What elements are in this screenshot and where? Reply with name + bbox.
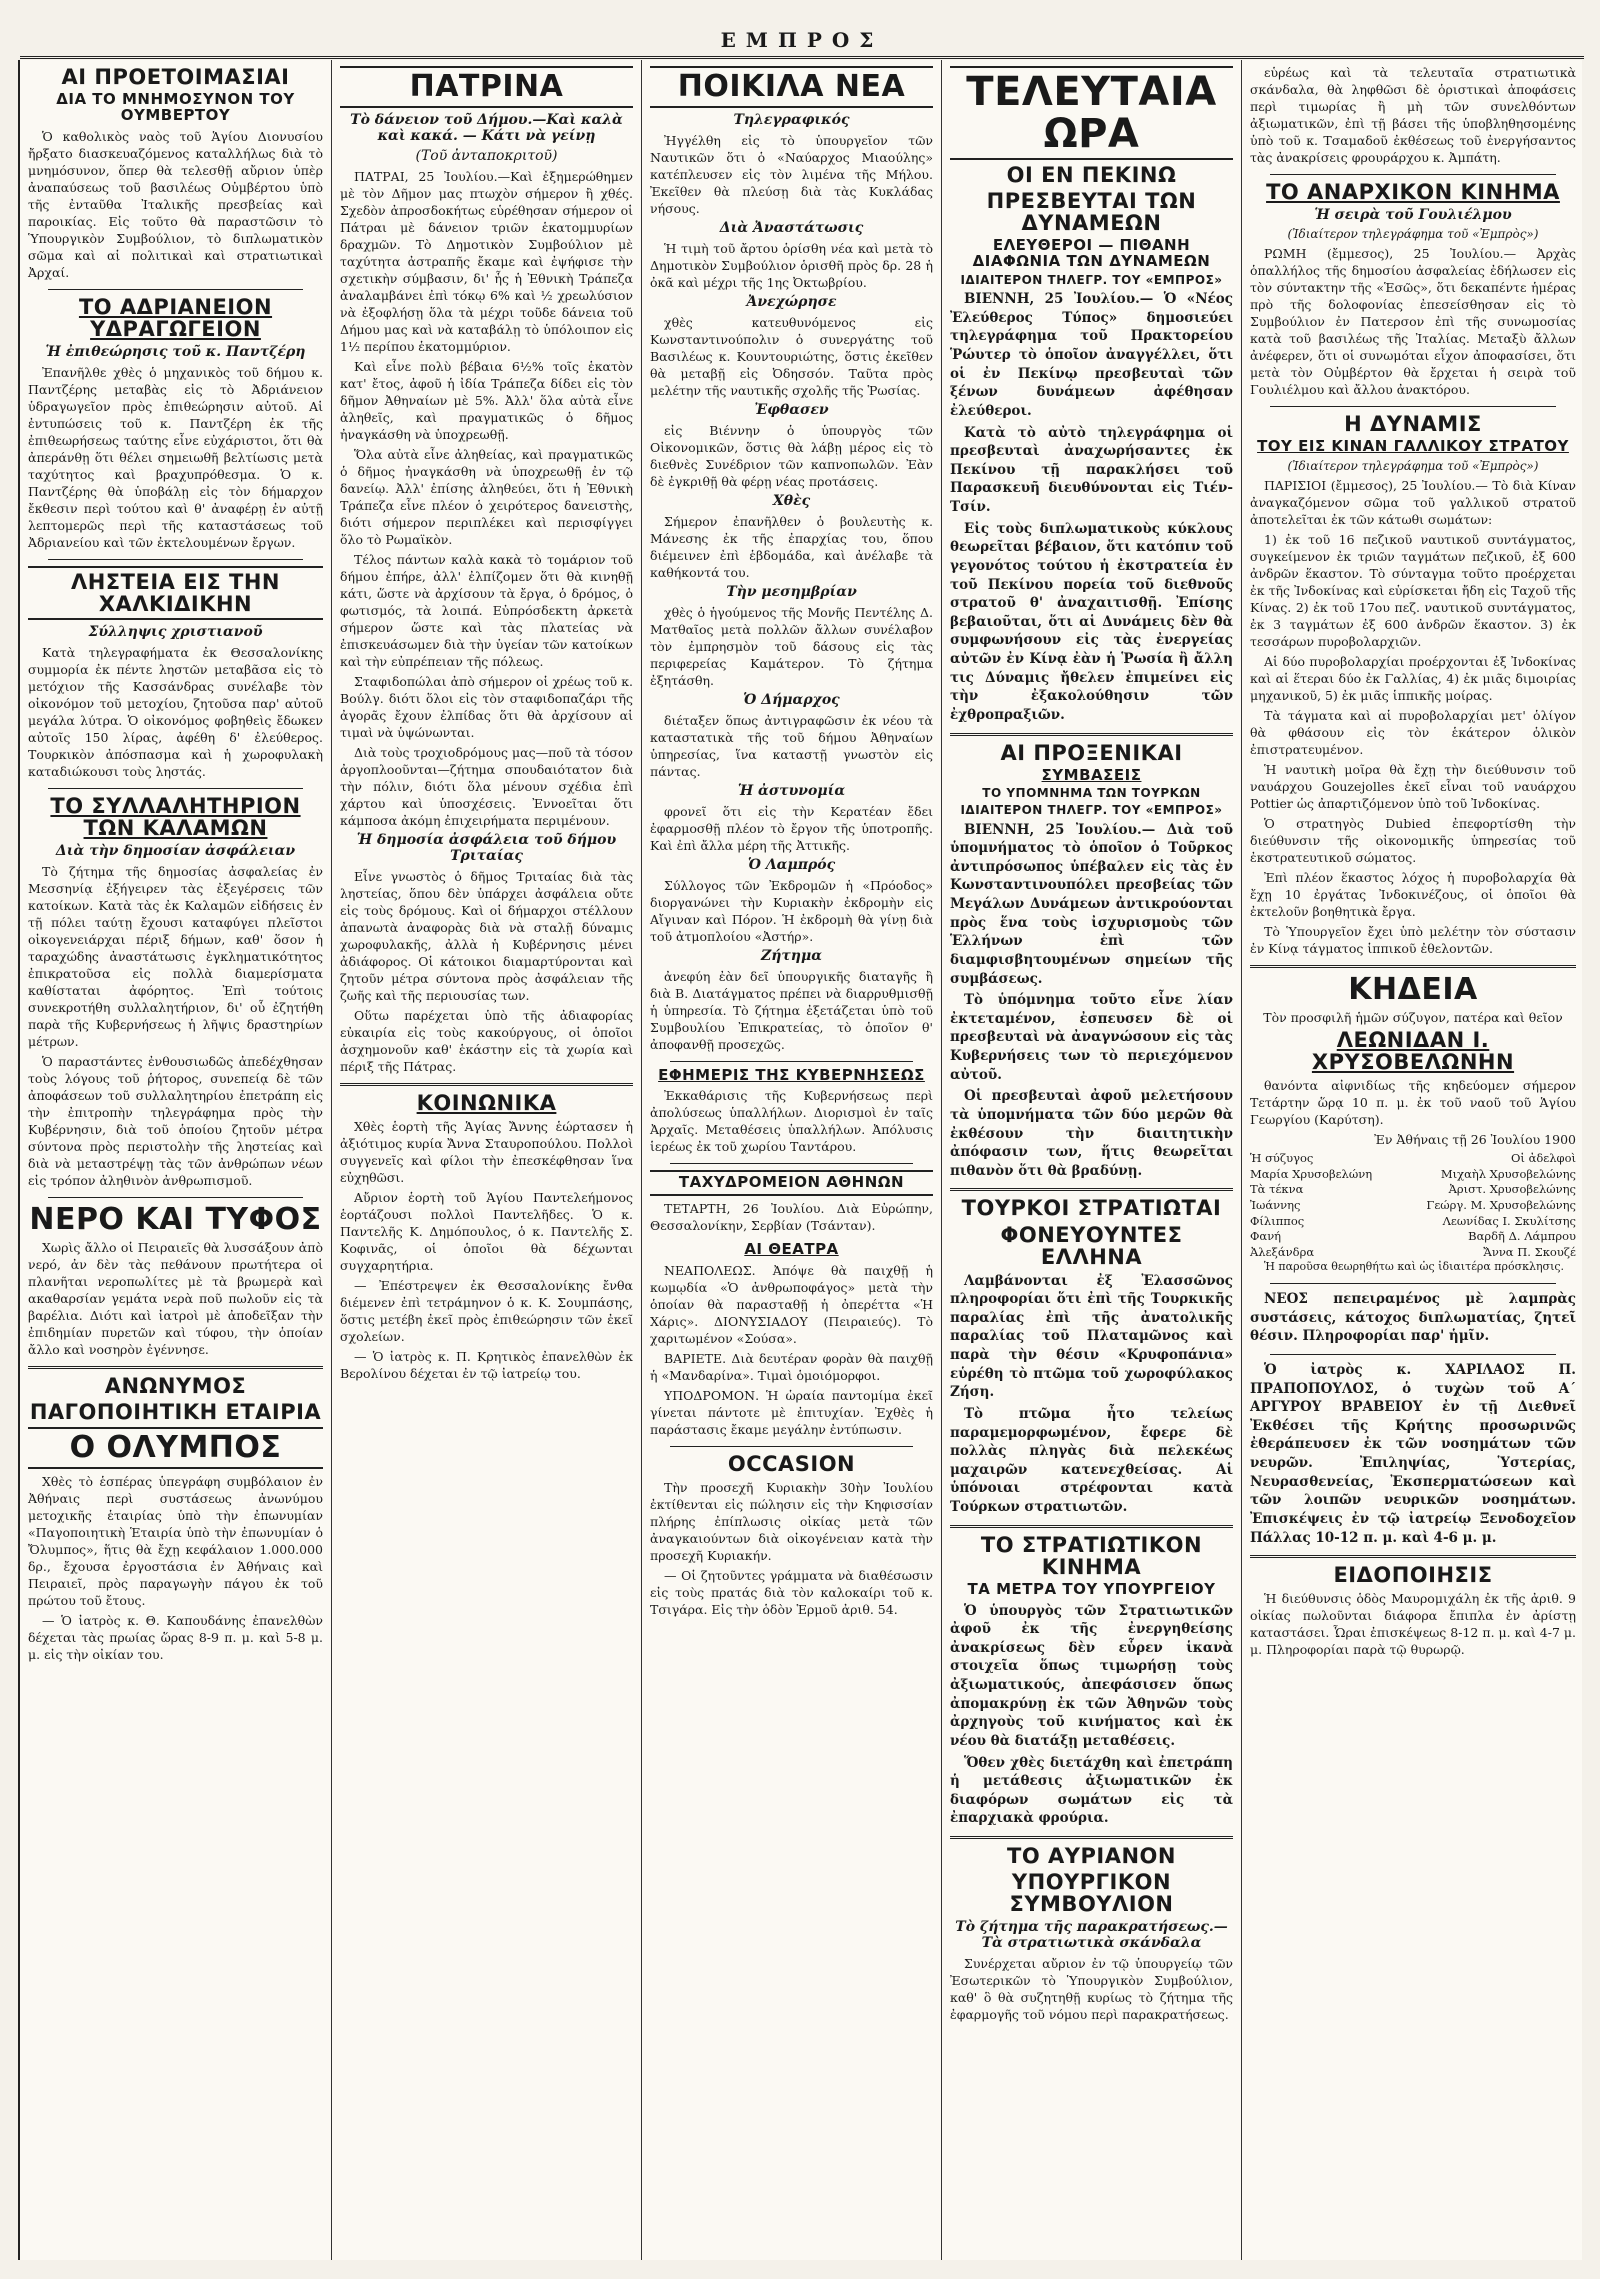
- article-water-typhus: [28, 1201, 323, 1359]
- headline: ΑΙ ΠΡΟΞΕΝΙΚΑΙ: [1000, 740, 1183, 765]
- subheadline: Τὸ ζήτημα τῆς παρακρατήσεως.— Τὰ στρατιωτικὰ σκάνδαλα: [955, 1919, 1228, 1952]
- headline: OCCASION: [727, 1451, 856, 1476]
- article-text: ΠΑΡΙΣΙΟΙ (ἔμμεσος), 25 Ἰουλίου.— Τὸ διὰ Κίναν ἀναγκαζόμενον σῶμα τοῦ γαλλικοῦ στρατοῦ ἀποτελεῖται ἐκ τῶν κάτωθι σωμάτων:: [1250, 477, 1576, 527]
- headline: ΑΝΩΝΥΜΟΣ: [104, 1374, 247, 1399]
- article-text: Τὸ Ὑπουργεῖον ἔχει ὑπὸ μελέτην τὸν σύστασιν ἐν Κίνᾳ τάγματος ἱππικοῦ ἐθελοντῶν.: [1250, 923, 1576, 956]
- headline-sub: ΠΡΕΣΒΕΥΤΑΙ ΤΩΝ ΔΥΝΑΜΕΩΝ: [986, 189, 1197, 236]
- subheadline: Τὸ δάνειον τοῦ Δήμου.—Καὶ καλὰ καὶ κακά. — Κάτι νὰ γείνῃ: [350, 111, 623, 144]
- item-title: Ἡ ἀστυνομία: [737, 782, 846, 799]
- article-memorial: [28, 66, 323, 281]
- article-text: εὑρέως καὶ τὰ τελευταῖα στρατιωτικὰ σκάνδαλα, θὰ ληφθῶσι δὲ ὁριστικαὶ ἀποφάσεις περὶ τιμωρίας ἢ μὴ τῶν συνελθόντων ἀξιωματικῶν, ἐπὶ τῇ βάσει τῆς ὑποβληθησομένης ὑπὸ τοῦ κ. Τσαμαδοῦ ἐκθέσεως τοῦ ἐνεργήσαντος τὰς ἀνακρίσεις φρουράρχου κ. Ἀμπάτη.: [1250, 65, 1576, 165]
- divider: [1270, 174, 1556, 175]
- divider: [950, 1525, 1233, 1528]
- headline: ΑΙ ΘΕΑΤΡΑ: [744, 1240, 839, 1258]
- article-text: Ὁ παραστάντες ἐνθουσιωδῶς ἀπεδέχθησαν τοὺς λόγους τοῦ ῥήτορος, συνεπείᾳ δὲ τῶν ἀποφάσεων τοῦ συλλαλητηρίου ἐπετράπη εἰς τὴν ἐπιτροπὴν τηλεγράφημα πρὸς τὴν Κυβέρνησιν, διὰ τοῦ ὁποίου ζητοῦν μέτρα σύντονα πρὸς περιστολὴν τῆς ληστείας καὶ διὰ νὰ μεταστρέψῃ τὰς τῶν ἀνθρώπων νέων εἰς τρόπον ἀληθινὸν ἀνθρωπισμοῦ.: [28, 1053, 323, 1188]
- article-theatres: [650, 1242, 933, 1438]
- item-title: Διὰ Ἀναστάτωσις: [719, 219, 864, 236]
- subheadline: Διὰ τὴν δημοσίαν ἀσφάλειαν: [55, 842, 296, 859]
- article-text: Οἱ πρεσβευταὶ ἀφοῦ μελετήσουν τὰ ὑπομνήματα τῶν δύο μερῶν θὰ ἐκθέσουν τὴν διαιτητικὴν ἀπόφασιν των, ἥτις θεωρεῖται πιθανὸν ὅτι θὰ βραδύνῃ.: [950, 1088, 1233, 1179]
- subheadline: ΕΛΕΥΘΕΡΟΙ — ΠΙΘΑΝΗ ΔΙΑΦΩΝΙΑ ΤΩΝ ΔΥΝΑΜΕΩΝ: [972, 236, 1211, 270]
- notice-ad: [1250, 1564, 1576, 1658]
- article-last-hour: [950, 66, 1233, 725]
- subheadline: Ἡ δημοσία ἀσφάλεια τοῦ δήμου Τριταίας: [356, 831, 617, 864]
- article-text: Τέλος πάντων καλὰ κακὰ τὸ τομάριον τοῦ δήμου ἐπήρε, ἀλλ' ἐλπίζομεν ὅτι θὰ κινηθῇ κάτι, ὥστε νὰ ἀρχίσουν τὰ ἔργα, ὁ δρόμος, ὁ φωτισμός, τὰ λοιπά. Εὐπρόσδεκτη ἀρκετὰ σήμερον ὥστε καὶ τὰς πλατείας νὰ ἐπισκευάσωμεν διὰ τὴν ὑγείαν τῶν κατοίκων καὶ τὴν εὐπρέπειαν τῆς πόλεως.: [340, 551, 633, 669]
- article-text: Κατὰ τὸ αὐτὸ τηλεγράφημα οἱ πρεσβευταὶ ἀναχωρήσαντες ἐκ Πεκίνου τῇ παρακλήσει τοῦ Παρασκευῆ διευθύνονται εἰς Τιέν-Τσίν.: [950, 424, 1233, 516]
- headline-sub: ΣΥΜΒΑΣΕΙΣ: [1041, 765, 1142, 784]
- masthead: [20, 8, 1584, 59]
- doctor-ad: [1250, 1361, 1576, 1547]
- headline: ΤΟ ΑΥΡΙΑΝΟΝ: [1007, 1844, 1176, 1869]
- headline: ΤΟ ΣΥΛΛΑΛΗΤΗΡΙΟΝ ΤΩΝ ΚΑΛΑΜΩΝ: [50, 793, 301, 840]
- headline-sub: ΔΙΑ ΤΟ ΜΝΗΜΟΣΥΝΟΝ ΤΟΥ ΟΥΜΒΕΡΤΟΥ: [56, 90, 295, 124]
- article-consular: [950, 742, 1233, 1181]
- newspaper-name: ΕΜΠΡΟΣ: [720, 28, 884, 52]
- article-kalamata-rally: [28, 795, 323, 1189]
- mourner: Οἱ ἀδελφοὶ: [1510, 1151, 1576, 1166]
- headline: ΕΦΗΜΕΡΙΣ ΤΗΣ ΚΥΒΕΡΝΗΣΕΩΣ: [658, 1065, 925, 1084]
- mourner: Φανή: [1250, 1229, 1282, 1244]
- subheadline: Σύλληψις χριστιανοῦ: [88, 623, 263, 640]
- headline: ΝΕΡΟ ΚΑΙ ΤΥΦΟΣ: [29, 1201, 322, 1237]
- article-text: χθὲς κατευθυνόμενος εἰς Κωνσταντινούπολιν ὁ συνεργάτης τοῦ Βασιλέως κ. Κουντουριώτης, ὅστις ἐκεῖθεν θὰ μεταβῇ εἰς Ὀδησσόν. Ταῦτα πρὸς μελέτην τῆς ναυτικῆς σχολῆς τῆς Ῥωσίας.: [650, 314, 933, 398]
- classified-text: ΝΕΟΣ πεπειραμένος μὲ λαμπρὰς συστάσεις, κάτοχος διπλωματίας, ζητεῖ θέσιν. Πληροφορίαι παρ' ἡμῖν.: [1250, 1291, 1576, 1345]
- item-title: Τηλεγραφικός: [733, 111, 850, 128]
- mourner: Ἰωάννης: [1250, 1197, 1301, 1212]
- article-text: Ἡ τιμὴ τοῦ ἄρτου ὁρίσθη νέα καὶ μετὰ τὸ Δημοτικὸν Συμβούλιον ὁρισθῆ πρὸς δρ. 28 ἡ ὀκᾶ καὶ μέχρι τῆς 1ης Ὀκτωβρίου.: [650, 240, 933, 290]
- headline: ΤΑΧΥΔΡΟΜΕΙΟΝ ΑΘΗΝΩΝ: [650, 1170, 933, 1196]
- mourners-row: [1250, 1245, 1576, 1261]
- article-text: ΒΙΕΝΝΗ, 25 Ἰουλίου.— Ὁ «Νέος Ἐλεύθερος Τύπος» δημοσιεύει τηλεγράφημα τοῦ Πρακτορείου Ῥώυτερ τὸ ὁποῖον ἀναγγέλλει, ὅτι οἱ ἐν Πεκίνῳ πρεσβευταὶ τῶν ξένων δυνάμεων ἀφέθησαν ἐλεύθεροι.: [950, 291, 1233, 419]
- divider: [670, 1163, 913, 1164]
- column-4: [942, 60, 1242, 2260]
- article-turkish-soldiers: [950, 1197, 1233, 1516]
- headline: ΤΟΥΡΚΟΙ ΣΤΡΑΤΙΩΤΑΙ: [961, 1196, 1222, 1221]
- article-text: Ὁ καθολικὸς ναὸς τοῦ Ἁγίου Διονυσίου ἤρξατο διασκευαζόμενος καταλλήλως διὰ τὸ μνημόσυνον, ὅπερ θὰ τελεσθῇ αὔριον ὑπὲρ ἀναπαύσεως τοῦ βασιλέως Οὐμβέρτου ὑπὸ τῆς ἐνταῦθα Ἰταλικῆς πρεσβείας καὶ παροικίας. Εἰς τοῦτο θὰ παραστῶσιν τὸ Ὑπουργικὸν Συμβούλιον, τὸ διπλωματικὸν σῶμα καὶ αἱ πολιτικαὶ καὶ στρατιωτικαὶ Ἀρχαί.: [28, 128, 323, 280]
- divider: [670, 1061, 913, 1062]
- column-3: [642, 60, 942, 2260]
- article-anarchist: [1250, 181, 1576, 398]
- article-text: χθὲς ὁ ἡγούμενος τῆς Μονῆς Πεντέλης Δ. Ματθαῖος μετὰ πολλῶν ἄλλων συνέλαβον τὸν ἐμπρησμὸν τοῦ δάσους εἰς τὰς περιφερείας Καμάτερον. Τὸ ζήτημα ἐξητάσθη.: [650, 604, 933, 688]
- article-patras: [340, 66, 633, 1075]
- divider: [48, 788, 303, 789]
- article-text: Ὁ στρατηγὸς Dubied ἐπεφορτίσθη τὴν διεύθυνσιν τῆς οἰκονομικῆς ὑπηρεσίας τοῦ ἐκστρατευτικοῦ σώματος.: [1250, 815, 1576, 865]
- subheadline: ΤΟ ΥΠΟΜΝΗΜΑ ΤΩΝ ΤΟΥΡΚΩΝ: [982, 786, 1201, 801]
- mourners-row: [1250, 1151, 1576, 1167]
- article-text: Ἡ ναυτικὴ μοῖρα θὰ ἔχῃ τὴν διεύθυνσιν τοῦ ναυάρχου Gouzejolles ἐκεῖ εἶναι τοῦ ναυάρχου Pottier ὡς ἀπαρτιζόμενον ὑπὸ τοῦ Ἰνδοκίνας.: [1250, 761, 1576, 811]
- headline: ΟΙ ΕΝ ΠΕΚΙΝΩ: [1006, 163, 1177, 187]
- article-text: Εἰς τοὺς διπλωματικοὺς κύκλους θεωρεῖται βέβαιον, ὅτι κατόπιν τοῦ γεγονότος τούτου ἡ ἐκστρατεία ἐν τοῦ Πεκίνου πορεία τοῦ διεθνοῦς στρατοῦ θ' ἀναχαιτισθῇ. Ἐπίσης βεβαιοῦται, ὅτι αἱ Δυνάμεις δὲν θὰ συμφωνήσουν εἰς τὰς ἐνεργείας αὐτῶν ἐν Κίνᾳ ἐὰν ἡ Ῥωσία ἢ ἄλλη τις Δύναμις ἤθελεν ἐπιμείνει εἰς τὴν ἐξακολούθησιν τῶν ἐχθροπραξιῶν.: [950, 520, 1233, 723]
- article-text: Οὕτω παρέχεται ὑπὸ τῆς ἀδιαφορίας εὐκαιρία εἰς τοὺς κακούργους, οἱ ὁποῖοι ἀσχημονοῦν καθ' ἑκάστην εἰς τὰ χωρία καὶ πέριξ τῆς Πάτρας.: [340, 1007, 633, 1074]
- article-text: Λαμβάνονται ἐξ Ἐλασσῶνος πληροφορίαι ὅτι ἐπὶ τῆς Τουρκικῆς παραλίας ἐπὶ τῆς ἀνατολικῆς παραλίας τοῦ Πλαταμῶνος καὶ παρὰ τὴν θέσιν «Κρυφοπάνια» εὑρέθη τὸ πτῶμα τοῦ χωροφύλακος Ζήση.: [950, 1272, 1233, 1401]
- mourner: Ἄννα Π. Σκουζέ: [1483, 1244, 1576, 1259]
- article-text: ΠΑΤΡΑΙ, 25 Ἰουλίου.—Καὶ ἐξημερώθημεν μὲ τὸν Δῆμον μας πτωχὸν σήμερον ἢ χθές. Σχεδὸν ἀπροσδοκήτως εὑρέθησαν σήμερον οἱ Πάτραι μὲ δάνειον τριῶν ἑκατομμυρίων δραχμῶν. Τὸ Δημοτικὸν Συμβούλιον μὲ ταχύτητα ἀστραπῆς ἔκαμε καὶ ἐψήφισε τὴν σχετικὴν σύμβασιν, δι' ἧς ἡ Ἐθνικὴ Τράπεζα ἀναλαμβάνει ἐπὶ τόκῳ 6% καὶ ½ χρεωλύσιον νὰ ἐξοφλήσῃ ὅλα τὰ μέχρι τοῦδε δάνεια τοῦ Δήμου μας καὶ νὰ καταβάλῃ τὸ ὑπόλοιπον εἰς 1½ περίπου ἑκατομμύριον.: [340, 168, 633, 354]
- article-cabinet-council: [950, 1845, 1233, 2023]
- article-text: εἰς Βιέννην ὁ ὑπουργὸς τῶν Οἰκονομικῶν, ὅστις θὰ λάβῃ μέρος εἰς τὸ διεθνὲς Συνέδριον τῶν καπνοπωλῶν. Ἐὰν δὲ ἐγκριθῇ θὰ φέρῃ νέας προτάσεις.: [650, 422, 933, 489]
- telegram-label: (Ἰδιαίτερον τηλεγράφημα τοῦ «Ἐμπρὸς»): [1287, 227, 1539, 242]
- divider: [1270, 1283, 1556, 1284]
- divider: [28, 1366, 323, 1369]
- notice-text: Ἡ παροῦσα θεωρηθήτω καὶ ὡς ἰδιαιτέρα πρόσκλησις.: [1264, 1260, 1565, 1274]
- article-text: Ἠγγέλθη εἰς τὸ ὑπουργεῖον τῶν Ναυτικῶν ὅτι ὁ «Ναύαρχος Μιαούλης» κατέπλευσεν εἰς τὸν λιμένα τῆς Μήλου. Ἐκεῖθεν θὰ πλεύσῃ διὰ τὰς Κυκλάδας νήσους.: [650, 132, 933, 216]
- mourner: Γεώργ. Μ. Χρυσοβελώνης: [1426, 1197, 1576, 1212]
- article-text: Σύλλογος τῶν Ἐκδρομῶν ἡ «Πρόοδος» διοργανώνει τὴν Κυριακὴν ἐκδρομὴν εἰς Αἴγιναν καὶ Πόρον. Ἡ ἐκδρομὴ θὰ γίνῃ διὰ τοῦ ἀτμοπλοίου «Ἀστήρ».: [650, 877, 933, 944]
- headline: ΤΟ ΣΤΡΑΤΙΩΤΙΚΟΝ ΚΙΝΗΜΑ: [980, 1532, 1203, 1579]
- mourner: Ἀριστ. Χρυσοβελώνης: [1448, 1182, 1576, 1197]
- item-title: Ἐφθασεν: [754, 401, 829, 418]
- article-french-force: [1250, 413, 1576, 957]
- article-banditry: [28, 566, 323, 780]
- article-gazette: [650, 1065, 933, 1156]
- item-title: Ἀνεχώρησε: [746, 293, 837, 310]
- divider: [950, 733, 1233, 736]
- mourner: Ἡ σύζυγος: [1250, 1151, 1314, 1166]
- mourner: Μαρία Χρυσοβελώνη: [1250, 1166, 1373, 1181]
- article-text: 1) ἐκ τοῦ 16 πεζικοῦ ναυτικοῦ συντάγματος, συγκείμενον ἐκ τριῶν ταγμάτων πεζικοῦ, ἐξ 600 ἀνδρῶν ἕκαστον. Τὸ σύνταγμα τοῦτο προέρχεται ἐκ τῆς Ἰνδοκίνας καὶ εὑρίσκεται ἤδη εἰς Ταχοῦ τῆς Κίνας. 2) ἐκ τοῦ 17ου πεζ. ναυτικοῦ συντάγματος, ἐκ 3 ταγμάτων ἐξ 600 ἀνδρῶν ἕκαστον. 3) ἐκ τεσσάρων πυροβολαρχιῶν.: [1250, 531, 1576, 649]
- item-title: Ζήτημα: [760, 947, 823, 964]
- article-text: Εἶνε γνωστὸς ὁ δῆμος Τριταίας διὰ τὰς ληστείας, ὅπου δὲν ὑπάρχει ἀσφάλεια οὔτε εἰς τοὺς δρόμους. Καὶ οἱ δήμαρχοι στέλλουν ἀπανωτὰ ἀναφορὰς διὰ νὰ σταλῇ δύναμις χωροφυλακῆς, ἀλλὰ ἡ Κυβέρνησις μένει ἀδιάφορος. Οἱ κάτοικοι διαμαρτύρονται καὶ ζητοῦν μέτρα σύντονα πρὸς ἀσφάλειαν τῆς ζωῆς καὶ τῆς περιουσίας των.: [340, 868, 633, 1003]
- headline: ΤΟ ΑΝΑΡΧΙΚΟΝ ΚΙΝΗΜΑ: [1266, 180, 1560, 204]
- headline: ΚΗΔΕΙΑ: [1348, 971, 1478, 1007]
- divider: [340, 1083, 633, 1086]
- article-text: Κατὰ τηλεγραφήματα ἐκ Θεσσαλονίκης συμμορία ἐκ πέντε ληστῶν μεταβᾶσα εἰς τὸ μετόχιον τῆς Κασσάνδρας συνέλαβε τὸν οἰκονόμον τοῦ μετοχίου, ζητοῦσα παρ' αὐτοῦ μεγάλα λύτρα. Ὁ οἰκονόμος φοβηθεὶς ἔδωκεν αὐτοῖς 150 λίρας, ἀφέθη δ' ἐλεύθερος. Τουρκικὸν ἀπόσπασμα καὶ ἡ χωροφυλακὴ καταδιώκουσι τοὺς ληστάς.: [28, 644, 323, 779]
- mourner: Λεωνίδας Ι. Σκυλίτσης: [1442, 1213, 1576, 1228]
- article-olympos-company: [28, 1375, 323, 1663]
- article-social: [340, 1092, 633, 1382]
- mourners-row: [1250, 1229, 1576, 1245]
- article-text: — Ὁ ἰατρὸς κ. Π. Κρητικὸς ἐπανελθὼν ἐκ Βερολίνου δέχεται ἐν τῷ ἰατρείῳ του.: [340, 1348, 633, 1381]
- byline: (Τοῦ ἀνταποκριτοῦ): [415, 147, 558, 164]
- article-text: διέταξεν ὅπως ἀντιγραφῶσιν ἐκ νέου τὰ καταστατικὰ τῆς τοῦ δήμου Ἀθηναίων ὑπηρεσίας, ἵνα καταστῇ γνωστὸν εἰς πάντας.: [650, 712, 933, 779]
- advert-text: Ὁ ἰατρὸς κ. ΧΑΡΙΛΑΟΣ Π. ΠΡΑΠΟΠΟΥΛΟΣ, ὁ τυχὼν τοῦ Α΄ ΑΡΓΥΡΟΥ ΒΡΑΒΕΙΟΥ ἐν τῇ Διεθνεῖ Ἐκθέσει τῆς Κρήτης προσωρινῶς ἐθεράπευσεν ἐκ τῶν νοσημάτων τῶν νευρῶν. Ἐπιληψίας, Ὑστερίας, Νευρασθενείας, Ἐκσπερματώσεων καὶ τῶν λοιπῶν νευρικῶν νοσημάτων. Ἐπισκέψεις ἐν τῷ ἰατρείῳ Ξενοδοχεῖον Πάλλας 10-12 π. μ. καὶ 4-6 μ. μ.: [1250, 1361, 1576, 1546]
- advert-occasion: [650, 1453, 933, 1618]
- article-text: Χθὲς τὸ ἑσπέρας ὑπεγράφη συμβόλαιον ἐν Ἀθήναις περὶ συστάσεως ἀνωνύμου μετοχικῆς ἑταιρίας ὑπὸ τὴν ἐπωνυμίαν «Παγοποιητικὴ Ἑταιρία ὑπὸ τὴν ἐπωνυμίαν ὁ Ὄλυμπος», ἥτις θὰ ἔχῃ κεφάλαιον 1.000.000 δρ., ἔχουσα ἐργοστάσια ἐν Ἀθήναις καὶ Πειραιεῖ, πρὸς παραγωγὴν πάγου ἐκ τοῦ πρώτου τοῦ ἔτους.: [28, 1473, 323, 1608]
- article-text: Ὅλα αὐτὰ εἶνε ἀληθείας, καὶ πραγματικῶς ὁ δῆμος ἠναγκάσθη νὰ ὑποχρεωθῇ ἐν τῷ δανείῳ. Ἀλλ' ἐπίσης ἀληθεύει, ὅτι ἡ Ἐθνικὴ Τράπεζα εἶνε πλέον ὁ χειρότερος δανειστὴς, διότι σήμερον περιπλέκει καὶ περισφίγγει ὅλο τὸ Ρωμαϊκὸν.: [340, 446, 633, 547]
- article-text: Ἐπὶ πλέον ἕκαστος λόχος ἡ πυροβολαρχία θὰ ἔχῃ 10 ἐργάτας Ἰνδοκινέζους, οἱ ὁποῖοι θὰ ἐκτελοῦν βοηθητικὰ ἔργα.: [1250, 869, 1576, 919]
- divider: [1270, 1354, 1556, 1355]
- article-text: ΡΩΜΗ (ἔμμεσος), 25 Ἰουλίου.— Ἀρχὰς ὁπαλλήλος τῆς δημοσίου ἀσφαλείας ἐδήλωσεν εἰς τὸν σύντακτην τῆς «Ἑσῶς», ὅτι δεκαπέντε ἡμέρας πρὸ τῆς δολοφονίας ἐπεσείσθησαν εἰς τὸ Συμβούλιον ἐν Πατερσον ἐπὶ τῆς συνωμοσίας κατὰ τοῦ βασιλέως τῆς Ἰταλίας. Μεταξὺ ἄλλων ἀνέφερεν, ὅτι οἱ συνωμόται εἶχον ἀποφασίσει, ὅτι μετὰ τὸν Οὐμβέρτον θὰ ἔρχεται ἡ σειρὰ τοῦ Γουλιέλμου καὶ ἄλλου ἀνακτόρου.: [1250, 246, 1576, 398]
- article-post-office: [650, 1170, 933, 1234]
- article-text: Τὸ πτῶμα ἦτο τελείως παραμεμορφωμένον, ἔφερε δὲ πολλὰς πληγὰς διὰ πελεκέως μαχαιρῶν κατενεχθείσας. Αἱ ὑπόνοιαι στρέφονται κατὰ Τούρκων στρατιωτῶν.: [950, 1405, 1233, 1516]
- item-title: Τὴν μεσημβρίαν: [726, 583, 857, 600]
- article-text: ΒΙΕΝΝΗ, 25 Ἰουλίου.— Διὰ τοῦ ὑπομνήματος τὸ ὁποῖον ὁ Τοῦρκος ἀντιπρόσωπος ὑπέβαλεν εἰς τὰς ἐν Κωνσταντινουπόλει πρεσβείας τῶν Μεγάλων Δυνάμεων ἀντικρούονται πρὸς ἕνα τοὺς ἰσχυρισμοὺς τῶν Ἑλλήνων ἐπὶ τῶν διαμφισβητουμένων σημείων τῆς συμβάσεως.: [950, 821, 1233, 987]
- article-text: Τὸ ὑπόμνημα τοῦτο εἶνε λίαν ἐκτεταμένον, ἐσπευσεν δὲ οἱ πρεσβευταὶ νὰ ἀναγνώσουν εἰς τὰς Κυβερνήσεις των τὸ περιεχόμενον αὐτοῦ.: [950, 992, 1233, 1083]
- article-text: Ὅθεν χθὲς διετάχθη καὶ ἐπετράπη ἡ μετάθεσις ἀξιωματικῶν ἐκ διαφόρων σωμάτων εἰς τὰ ἐπαρχιακὰ φρούρια.: [950, 1754, 1233, 1827]
- item-title: Ὁ Δήμαρχος: [743, 691, 840, 708]
- notice-text: θανόντα αἰφνιδίως τῆς κηδεύομεν σήμερον Τετάρτην ὥρᾳ 10 π. μ. ἐκ τοῦ ναοῦ τοῦ Ἁγίου Γεωργίου (Καρύτση).: [1250, 1078, 1576, 1128]
- article-text: Ἐπανῆλθε χθὲς ὁ μηχανικὸς τοῦ δήμου κ. Παντζέρης μεταβὰς εἰς τὸ Ἀδριάνειον ὑδραγωγεῖον πρὸς ἐπιθεώρησιν αὐτοῦ. Αἱ ἐντυπώσεις τοῦ κ. Παντζέρη ἐκ τῆς ἐπιθεωρήσεως ταύτης εἶνε εὐχάριστοι, ὅτι θὰ ἀπεράνθῃ ὅτι θέλει σημειωθῆ βελτίωσις μετὰ ταχύτητος καὶ βραχυπρόθεσμα. Ὁ κ. Παντζέρης θὰ ὑποβάλῃ εἰς τὸν δήμαρχον ἔκθεσιν περὶ τούτου καὶ θ' ἀναφέρῃ ἐν αὐτῇ λεπτομερῶς περὶ τῆς καταστάσεως τοῦ Ἀδριανείου καὶ τῶν ἐκτελουμένων ἔργων.: [28, 364, 323, 550]
- article-continuation: [1250, 64, 1576, 166]
- classified-ad: [1250, 1290, 1576, 1346]
- divider: [48, 1197, 303, 1198]
- notice-text: — Ὁ ἰατρὸς κ. Θ. Καπουδάνης ἐπανελθὼν δέχεται τὰς πρωίας ὥρας 8-9 π. μ. καὶ 5-8 μ. μ. εἰς τὴν οἰκίαν του.: [28, 1612, 323, 1662]
- divider: [48, 289, 303, 290]
- headline: ΕΙΔΟΠΟΙΗΣΙΣ: [1333, 1563, 1493, 1588]
- funeral-notice: [1250, 971, 1576, 1275]
- advert-text: Ἡ διεύθυνσις ὁδὸς Μαυρομιχάλη ἐκ τῆς ἀριθ. 9 οἰκίας πωλοῦνται διάφορα ἔπιπλα ἐν ἀρίστῃ καταστάσει. Ὧραι ἐπισκέψεως 8-12 π. μ. καὶ 4-7 μ. μ. Πληροφορίαι παρὰ τῷ θυρωρῷ.: [1250, 1591, 1576, 1658]
- article-text: φρονεῖ ὅτι εἰς τὴν Κερατέαν ἔδει ἐφαρμοσθῇ πλέον τὸ ἔργον τῆς ὑποτροπῆς. Καὶ ἐπὶ ἄλλα μέρη τῆς Ἀττικῆς.: [650, 803, 933, 853]
- article-text: Χωρὶς ἄλλο οἱ Πειραιεῖς θὰ λυσσάξουν ἀπὸ νερό, ἀν δὲν τὰς πεθάνουν πρωτήτερα οἱ πλανῆται νεροπωλίτες μὲ τὰ βρωμερὰ καὶ ακαθαρσίαν γεμάτα νερὰ ποῦ πωλοῦν εἰς τὰ βαρέλια. Διότι καὶ ἰατροὶ μὲ ἀποδεῖξαν τὴν ἐπιδημίαν πυρετῶν καὶ τύφου, τὴν ὁποίαν ἄλλο καὶ νοσηρὸν ἐγέννησε.: [28, 1240, 323, 1358]
- headline: ΠΟΙΚΙΛΑ ΝΕΑ: [650, 66, 933, 108]
- column-1: [20, 60, 332, 2260]
- article-text: Συνέρχεται αὔριον ἐν τῷ ὑπουργείῳ τῶν Ἐσωτερικῶν τὸ Ὑπουργικὸν Συμβούλιον, καθ' ὃ θὰ συζητηθῇ κυρίως τὸ ζήτημα τῆς ἐφαρμογῆς τοῦ νόμου περὶ παρακρατήσεως.: [950, 1956, 1233, 2023]
- article-text: Τὴν προσεχῆ Κυριακὴν 30ὴν Ἰουλίου ἐκτίθενται εἰς πώλησιν εἰς τὴν Κηφισσίαν πλήρης ἐπίπλωσις οἰκίας μετὰ τῶν ἀναγκαιούντων διὰ οἰκογένειαν κατὰ τὴν προσεχῆ Κυριακήν.: [650, 1479, 933, 1563]
- article-text: Ὁ ὑπουργὸς τῶν Στρατιωτικῶν ἀφοῦ ἐκ τῆς ἐνεργηθείσης ἀνακρίσεως δὲν εὗρεν ἱκανὰ στοιχεῖα ὅπως τιμωρήσῃ τοὺς ἀξιωματικούς, ἀπεφάσισεν ὅπως ἀπομακρύνῃ ἐκ τῶν Ἀθηνῶν τοὺς ἀρχηγοὺς τοῦ κινήματος καὶ ἐκ νέου θὰ διατάξῃ μεταθέσεις.: [950, 1602, 1233, 1749]
- article-text: Αὔριον ἑορτὴ τοῦ Ἁγίου Παντελεήμονος ἑορτάζουσι πολλοὶ Παντελῆδες. Ὁ κ. Παντελῆς Κ. Δημόπουλος, ὁ κ. Παντελῆς Σ. Κοφινᾶς, οἱ ὁποῖοι θὰ δέχωνται συγχαρητήρια.: [340, 1189, 633, 1273]
- headline: ΤΕΛΕΥΤΑΙΑ ΩΡΑ: [950, 66, 1233, 160]
- mourner: Βαρδῆ Δ. Λάμπρου: [1468, 1229, 1576, 1244]
- article-text: — Οἱ ζητοῦντες γράμματα νὰ διαθέσωσιν εἰς τοὺς πρατάς διὰ τὸν καλοκαίρι τοῦ κ. Τσιγάρα. Εἰς τὴν ὁδὸν Ἑρμοῦ ἀριθ. 54.: [650, 1567, 933, 1617]
- item-title: Ὁ Λαμπρός: [747, 856, 836, 873]
- divider: [1250, 965, 1576, 968]
- article-text: ἀνεφύη ἐὰν δεῖ ὑπουργικῆς διαταγῆς ἢ διὰ Β. Διατάγματος πρέπει νὰ διαρρυθμισθῇ ἡ ὑπηρεσία. Τὸ ζήτημα ἐξετάζεται ὑπὸ τοῦ Συμβουλίου Ἐπικρατείας, τὸ ὁποῖον θ' ἀποφανθῇ προσεχῶς.: [650, 968, 933, 1052]
- newspaper-page: [18, 28, 1582, 2260]
- article-text: Τὸ ζήτημα τῆς δημοσίας ἀσφαλείας ἐν Μεσσηνίᾳ ἐξήγειρεν τὰς ἐξεγέρσεις τῶν κατοίκων. Κατὰ τὰς ἐκ Καλαμῶν εἰδήσεις ἐν τῇ πόλει ταύτῃ ἔχουσι καταφύγει πλεῖστοι οἰκογενειάρχαι πέριξ δήμων, καθ' ὅσον ἡ ταραχώδης ἀναστάτωσις ἐγκληματικότητος ἐπικρατοῦσα εἰς πολλὰ διαμερίσματα καθίσταται ἀφόρητος. Ἐπὶ τούτοις συνεκροτήθη συλλαλητήριον, δι' οὗ ἐζητήθη παρὰ τῆς Κυβερνήσεως ἡ λῆψις δραστηρίων μέτρων.: [28, 863, 323, 1049]
- headline: ΛΗΣΤΕΙΑ ΕΙΣ ΤΗΝ ΧΑΛΚΙΔΙΚΗΝ: [28, 566, 323, 620]
- notice-text: Τὸν προσφιλῆ ἡμῶν σύζυγον, πατέρα καὶ θεῖον: [1263, 1010, 1563, 1026]
- mourners-row: [1250, 1182, 1576, 1198]
- item-title: Χθὲς: [772, 492, 811, 509]
- article-text: Αἱ δύο πυροβολαρχίαι προέρχονται ἐξ Ἰνδοκίνας καὶ αἱ ἕτεραι δύο ἐκ Γαλλίας, 4) ἐκ μιᾶς διμοιρίας μηχανικοῦ, 5) ἐκ μιᾶς ἱππικῆς μοίρας.: [1250, 653, 1576, 703]
- headline: ΑΙ ΠΡΟΕΤΟΙΜΑΣΙΑΙ: [61, 65, 290, 89]
- subheadline: Ἡ ἐπιθεώρησις τοῦ κ. Παντζέρη: [45, 343, 306, 360]
- mourners-row: [1250, 1214, 1576, 1230]
- mourner: Τὰ τέκνα: [1250, 1182, 1304, 1197]
- mourner: Ἀλεξάνδρα: [1250, 1244, 1315, 1259]
- article-text: Σήμερον ἐπανῆλθεν ὁ βουλευτὴς κ. Μάνεσης ἐκ τῆς ἐπαρχίας του, ὅπου διέμεινεν ἐπὶ ἑβδομάδα, καὶ ἀνέλαβε τὰ καθήκοντά του.: [650, 513, 933, 580]
- mourner: Μιχαὴλ Χρυσοβελώνης: [1440, 1166, 1576, 1181]
- article-text: Τὰ τάγματα καὶ αἱ πυροβολαρχίαι μετ' ὁλίγον θὰ φθάσουν εἰς τὸν ἑκάτερον ὁλικὸν ἐπιστρατευμένον.: [1250, 707, 1576, 757]
- headline: ΠΑΤΡΙΝΑ: [340, 66, 633, 108]
- telegram-label: (Ἰδιαίτερον τηλεγράφημα τοῦ «Ἐμπρὸς»): [1287, 458, 1539, 473]
- divider: [48, 559, 303, 560]
- article-text: — Ἐπέστρεψεν ἐκ Θεσσαλονίκης ἔνθα διέμενεν ἐπὶ τετράμηνον ὁ κ. Κ. Σουμπάσης, ὅστις μετέβη ἐκεῖ πρὸς ἐπιθεώρησιν τῶν ἐκεῖ σχολείων.: [340, 1277, 633, 1344]
- mourner: Φίλιππος: [1250, 1213, 1305, 1228]
- headline-sub: ΦΟΝΕΥΟΥΝΤΕΣ ΕΛΛΗΝΑ: [1000, 1222, 1183, 1269]
- deceased-name: ΛΕΩΝΙΔΑΝ Ι. ΧΡΥΣΟΒΕΛΩΝΗΝ: [1311, 1028, 1515, 1075]
- divider: [1250, 1555, 1576, 1558]
- telegram-label: ΙΔΙΑΙΤΕΡΟΝ ΤΗΛΕΓΡ. ΤΟΥ «ΕΜΠΡΟΣ»: [960, 272, 1223, 287]
- divider: [950, 1836, 1233, 1839]
- subheadline: ΤΑ ΜΕΤΡΑ ΤΟΥ ΥΠΟΥΡΓΕΙΟΥ: [967, 1579, 1216, 1598]
- article-text: Διὰ τοὺς τροχιοδρόμους μας—ποῦ τὰ τόσον ἀργοπλοοῦνται—ζήτημα σπουδαιότατον διὰ τὴν πόλιν, διότι ὅλα μένουν σχέδια ἐπὶ χάρτου καὶ ὑποσχέσεις. Ἐννοεῖται ὅτι κάμποσα ἀκόμη ἐπιχειρήματα περιμένουν.: [340, 744, 633, 828]
- columns: [20, 60, 1584, 2260]
- headline-sub: ΤΟΥ ΕΙΣ ΚΙΝΑΝ ΓΑΛΛΙΚΟΥ ΣΤΡΑΤΟΥ: [1257, 437, 1569, 456]
- article-text: Ἐκκαθάρισις τῆς Κυβερνήσεως περὶ ἀπολύσεως ὑπαλλήλων. Διορισμοὶ ἐν ταῖς Ἀρχαῖς. Μεταθέσεις ὑπαλλήλων. Ἀπόλυσις ἱερέως ἐκ τοῦ χωρίου Ταντάρου.: [650, 1088, 933, 1155]
- subheadline: Ἡ σειρὰ τοῦ Γουλιέλμου: [1314, 207, 1512, 224]
- divider: [1270, 406, 1556, 407]
- headline: ΚΟΙΝΩΝΙΚΑ: [416, 1090, 557, 1115]
- article-text: ΒΑΡΙΕΤΕ. Διὰ δευτέραν φορὰν θὰ παιχθῇ ἡ «Μανδαρίνα». Τιμαὶ ὁμοιόμορφοι.: [650, 1350, 933, 1383]
- divider: [950, 1188, 1233, 1191]
- mourners-list: [1250, 1151, 1576, 1260]
- headline-sub: ΠΑΓΟΠΟΙΗΤΙΚΗ ΕΤΑΙΡΙΑ: [29, 1400, 322, 1425]
- headline-title: Ο ΟΛΥΜΠΟΣ: [28, 1427, 323, 1469]
- article-aqueduct: [28, 296, 323, 551]
- notice-date: Ἐν Ἀθήναις τῇ 26 Ἰουλίου 1900: [1374, 1132, 1576, 1148]
- column-5: [1242, 60, 1584, 2260]
- article-text: Χθὲς ἑορτὴ τῆς Ἁγίας Ἄννης ἑώρτασεν ἡ ἀξιότιμος κυρία Ἄννα Σταυροπούλου. Πολλοὶ συγγενεῖς καὶ φίλοι τὴν ἐπεσκέφθησαν ἵνα εὐχηθῶσι.: [340, 1118, 633, 1185]
- article-text: ΤΕΤΑΡΤΗ, 26 Ἰουλίου. Διὰ Εὐρώπην, Θεσσαλονίκην, Σερβίαν (Τσάνταν).: [650, 1201, 933, 1233]
- headline: ΤΟ ΑΔΡΙΑΝΕΙΟΝ ΥΔΡΑΓΩΓΕΙΟΝ: [78, 294, 273, 341]
- article-misc-news: [650, 66, 933, 1053]
- headline: Η ΔΥΝΑΜΙΣ: [1344, 412, 1482, 437]
- article-text: Καὶ εἶνε πολὺ βέβαια 6½% τοῖς ἑκατὸν κατ' ἔτος, ἀφοῦ ἡ ἰδία Τράπεζα δίδει εἰς τὸν δῆμον Ἀθηναίων μὲ 5%. Ἀλλ' ὅλα αὐτὰ εἶνε ἀληθεῖς, καὶ πραγματικῶς ὁ δῆμος ἠναγκάσθη νὰ ὑποχρεωθῇ.: [340, 358, 633, 442]
- column-2: [332, 60, 642, 2260]
- divider: [670, 1446, 913, 1447]
- article-text: Σταφιδοπώλαι ἀπὸ σήμερον οἱ χρέως τοῦ κ. Βούλγ. διότι ὅλοι εἰς τὸν σταφιδοπαζάρι τῆς ἀγορᾶς ἔχουν ἐλπίδας ὅτι θὰ ἀρχίσουν αἱ τιμαὶ νὰ ὑψώνωνται.: [340, 673, 633, 740]
- article-text: ΝΕΑΠΟΛΕΩΣ. Ἀπόψε θὰ παιχθῇ ἡ κωμῳδία «Ὁ ἀνθρωποφάγος» μετὰ τὴν ὁποίαν θὰ παρασταθῇ ἡ ὀπερέττα «Ἡ Χάρις». ΔΙΟΝΥΣΙΑΔΟΥ (Πειραιεύς). Τὸ χαριτωμένον «Σούσα».: [650, 1262, 933, 1346]
- article-military-movement: [950, 1534, 1233, 1828]
- article-text: ΥΠΟΔΡΟΜΟΝ. Ἡ ὡραία παντομίμα ἐκεῖ γίνεται πάντοτε μὲ ἐπιτυχίαν. Ἐχθὲς ἡ παράστασις ἔκαμε μεγάλην ἐντύπωσιν.: [650, 1387, 933, 1437]
- headline-sub: ΥΠΟΥΡΓΙΚΟΝ ΣΥΜΒΟΥΛΙΟΝ: [1009, 1870, 1174, 1917]
- telegram-label: ΙΔΙΑΙΤΕΡΟΝ ΤΗΛΕΓΡ. ΤΟΥ «ΕΜΠΡΟΣ»: [960, 803, 1223, 817]
- mourners-row: [1250, 1167, 1576, 1183]
- mourners-row: [1250, 1198, 1576, 1214]
